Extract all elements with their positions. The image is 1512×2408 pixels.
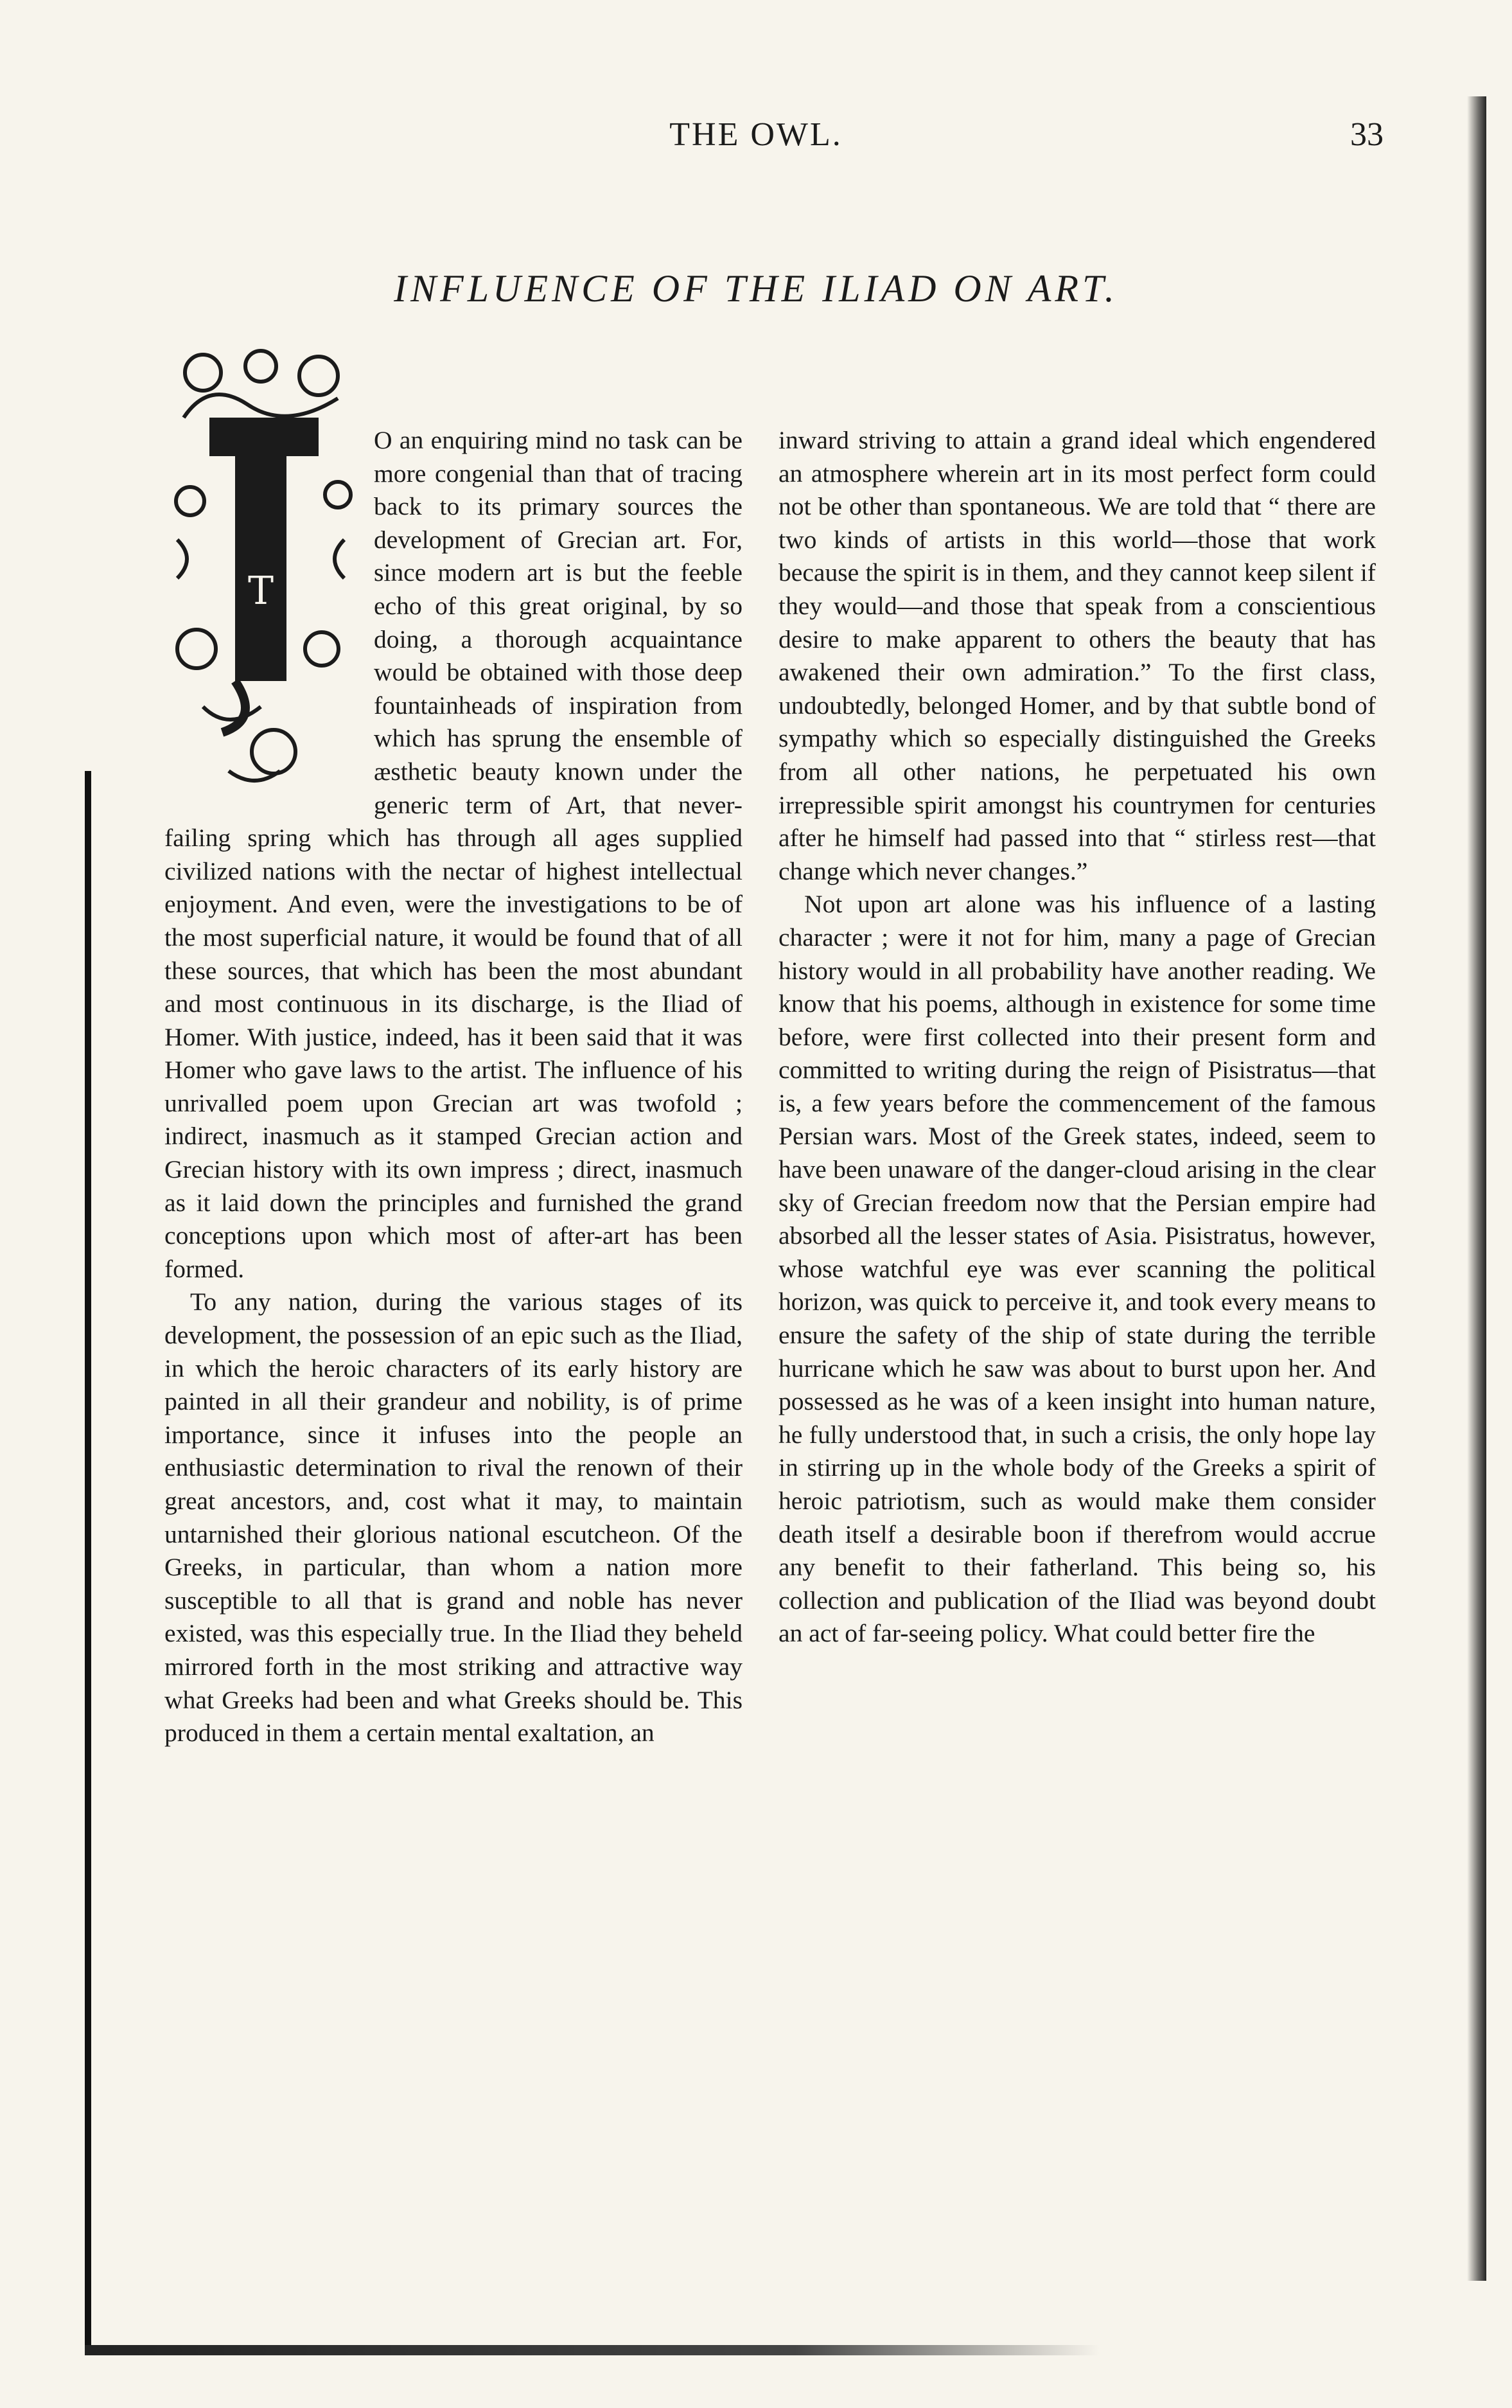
running-head: THE OWL. [669,116,843,153]
dropcap-letter: T [247,569,274,614]
left-column [164,424,743,1750]
ornamental-dropcap-icon [164,347,357,797]
left-paragraph-2: To any nation, during the various stages of its development, the possession of an epic such as the Iliad, in which the heroic characters of its early history are painted in all their grandeur and nobility, is of prime importance, since it infuses into the people an enthusiastic determination to rival the renown of their great ancestors, and, cost what it may, to maintain untarnished their glorious national escutcheon. Of the Greeks, in particular, than whom a nation more susceptible to all that is grand and noble has never existed, was this especially true. In the Iliad they beheld mirrored forth in the most striking and attractive way what Greeks had been and what Greeks should be. This produced in them a certain mental exaltation, an [164,1288,743,1748]
right-paragraph-1: inward striving to attain a grand ideal which engendered an atmosphere wherein art in its most perfect form could not be other than spontaneous. We are told that “ there are two kinds of artists in this world—those that work because the spirit is in them, and they cannot keep silent if they would—and those that speak from a conscientious desire to make apparent to others the beauty that has awakened their own admiration.” To the first class, undoubtedly, belonged Homer, and by that subtle bond of sympathy which so especially distinguished the Greeks from all other nations, he perpetuated his own irrepressible spirit amongst his countrymen for centuries after he himself had passed into that “ stirless rest—that change which never changes.” [778,426,1376,885]
scan-edge-shadow [1467,96,1486,2281]
scan-bottom-edge [85,2345,1100,2355]
right-paragraph-2: Not upon art alone was his influence of a lasting character ; were it not for him, many a page of Grecian history would in all probability have another reading. We know that his poems, although in existence for some time before, were first collected into their present form and committed to writing during the reign of Pisistratus—that is, a few years before the commencement of the famous Persian wars. Most of the Greek states, indeed, seem to have been unaware of the danger-cloud arising in the clear sky of Grecian freedom now that the Persian empire had absorbed all the lesser states of Asia. Pisistratus, however, whose watchful eye was ever scanning the political horizon, was quick to perceive it, and took every means to ensure the safety of the ship of state during the terrible hurricane which he saw was about to burst upon her. And possessed as he was of a keen insight into human nature, he fully understood that, in such a crisis, the only hope lay in stirring up in the whole body of the Greeks a spirit of heroic patriotism, such as would make them consider death itself a desirable boon if therefrom would accrue any benefit to their fatherland. This being so, his collection and publication of the Iliad was beyond doubt an act of far-seeing policy. What could better fire the [778,890,1376,1648]
right-column [778,424,1376,1651]
page-number: 33 [1350,116,1384,153]
article-title: INFLUENCE OF THE ILIAD ON ART. [394,267,1118,310]
left-paragraph-1: O an enquiring mind no task can be more congenial than that of tracing back to its primary sources the development of Grecian art. For, since modern art is but the feeble echo of this great original, by so doing, a thorough acquaintance would be obtained with those deep fountainheads of inspiration from which has sprung the ensemble of æsthetic beauty known under the generic term of Art, that never-failing spring which has through all ages supplied civilized nations with the nectar of highest intellectual enjoyment. And even, were the investigations to be of the most superficial nature, it would be found that of all these sources, that which has been the most abundant and most continuous in its discharge, is the Iliad of Homer. With justice, indeed, has it been said that it was Homer who gave laws to the artist. The influence of his unrivalled poem upon Grecian art was twofold ; indirect, inasmuch as it stamped Grecian action and Grecian history with its own impress ; direct, inasmuch as it laid down the principles and furnished the grand conceptions upon which most of after-art has been formed. [164,426,743,1283]
scan-edge-left [85,771,91,2351]
